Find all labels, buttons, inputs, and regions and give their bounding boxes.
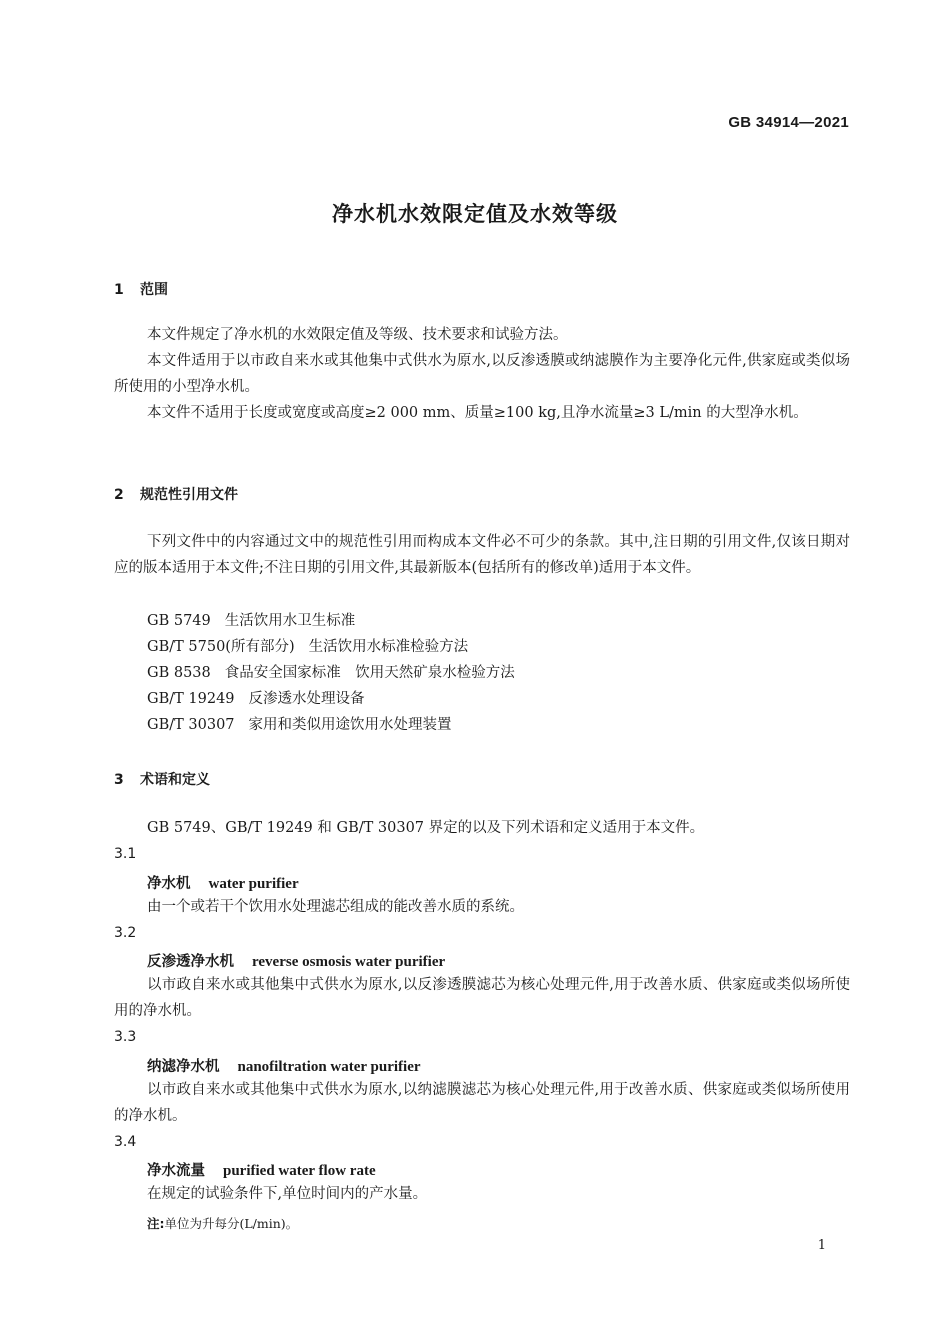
term-definition: 在规定的试验条件下,单位时间内的产水量。 xyxy=(147,1186,428,1202)
note-text: 单位为升每分(L/min)。 xyxy=(164,1216,299,1231)
term-definition: 由一个或若干个饮用水处理滤芯组成的能改善水质的系统。 xyxy=(147,899,524,915)
reference-item xyxy=(147,634,468,660)
reference-title: 生活饮用水标准检验方法 xyxy=(308,639,469,655)
page-number: 1 xyxy=(817,1238,826,1253)
paragraph: 下列文件中的内容通过文中的规范性引用而构成本文件必不可少的条款。其中,注日期的引用文件,仅该日期对应的版本适用于本文件;不注日期的引用文件,其最新版本(包括所有的修改单)适用于本文件。 xyxy=(114,534,850,576)
section-title: 术语和定义 xyxy=(140,772,210,788)
reference-code: GB 8538 xyxy=(147,665,211,681)
reference-title: 食品安全国家标准 饮用天然矿泉水检验方法 xyxy=(224,665,515,681)
term-en: nanofiltration water purifier xyxy=(237,1059,421,1075)
section-number: 1 xyxy=(114,282,124,298)
term-entry xyxy=(147,1159,376,1180)
term-en: reverse osmosis water purifier xyxy=(252,954,446,970)
paragraph: GB 5749、GB/T 19249 和 GB/T 30307 界定的以及下列术语和定义适用于本文件。 xyxy=(147,820,705,836)
reference-item xyxy=(147,660,515,686)
reference-item xyxy=(147,686,365,712)
term-zh: 反渗透净水机 xyxy=(147,954,234,970)
standard-code: GB 34914—2021 xyxy=(728,114,849,131)
term-entry xyxy=(147,872,299,893)
document-title: 净水机水效限定值及水效等级 xyxy=(332,202,618,226)
term-number: 3.4 xyxy=(114,1134,137,1150)
term-definition: 以市政自来水或其他集中式供水为原水,以反渗透膜滤芯为核心处理元件,用于改善水质、供家庭或类似场所使用的净水机。 xyxy=(114,977,850,1019)
reference-title: 反渗透水处理设备 xyxy=(248,691,365,707)
term-en: purified water flow rate xyxy=(223,1163,376,1179)
term-number: 3.1 xyxy=(114,846,137,862)
term-entry xyxy=(147,950,445,971)
reference-item xyxy=(147,608,355,634)
paragraph: 本文件不适用于长度或宽度或高度≥2 000 mm、质量≥100 kg,且净水流量≥3 L/min 的大型净水机。 xyxy=(147,405,808,421)
reference-item xyxy=(147,712,452,738)
section-heading-scope xyxy=(114,279,168,299)
paragraph: 本文件适用于以市政自来水或其他集中式供水为原水,以反渗透膜或纳滤膜作为主要净化元件,供家庭或类似场所使用的小型净水机。 xyxy=(114,353,850,395)
section-title: 规范性引用文件 xyxy=(140,487,238,503)
note xyxy=(147,1214,298,1232)
term-definition: 以市政自来水或其他集中式供水为原水,以纳滤膜滤芯为核心处理元件,用于改善水质、供家庭或类似场所使用的净水机。 xyxy=(114,1082,850,1124)
reference-code: GB/T 19249 xyxy=(147,691,235,707)
term-zh: 净水流量 xyxy=(147,1163,205,1179)
section-heading-normative-references xyxy=(114,484,238,504)
term-number: 3.3 xyxy=(114,1029,137,1045)
section-number: 3 xyxy=(114,772,124,788)
reference-title: 生活饮用水卫生标准 xyxy=(224,613,356,629)
term-zh: 纳滤净水机 xyxy=(147,1059,220,1075)
term-entry xyxy=(147,1055,421,1076)
section-heading-terms-definitions xyxy=(114,769,210,789)
term-en: water purifier xyxy=(208,876,299,892)
reference-code: GB/T 30307 xyxy=(147,717,235,733)
term-zh: 净水机 xyxy=(147,876,191,892)
reference-code: GB 5749 xyxy=(147,613,211,629)
paragraph: 本文件规定了净水机的水效限定值及等级、技术要求和试验方法。 xyxy=(147,327,568,343)
reference-code: GB/T 5750(所有部分) xyxy=(147,639,295,655)
section-title: 范围 xyxy=(140,282,168,298)
term-number: 3.2 xyxy=(114,925,137,941)
note-label: 注: xyxy=(147,1216,165,1231)
section-number: 2 xyxy=(114,487,124,503)
reference-title: 家用和类似用途饮用水处理装置 xyxy=(248,717,452,733)
